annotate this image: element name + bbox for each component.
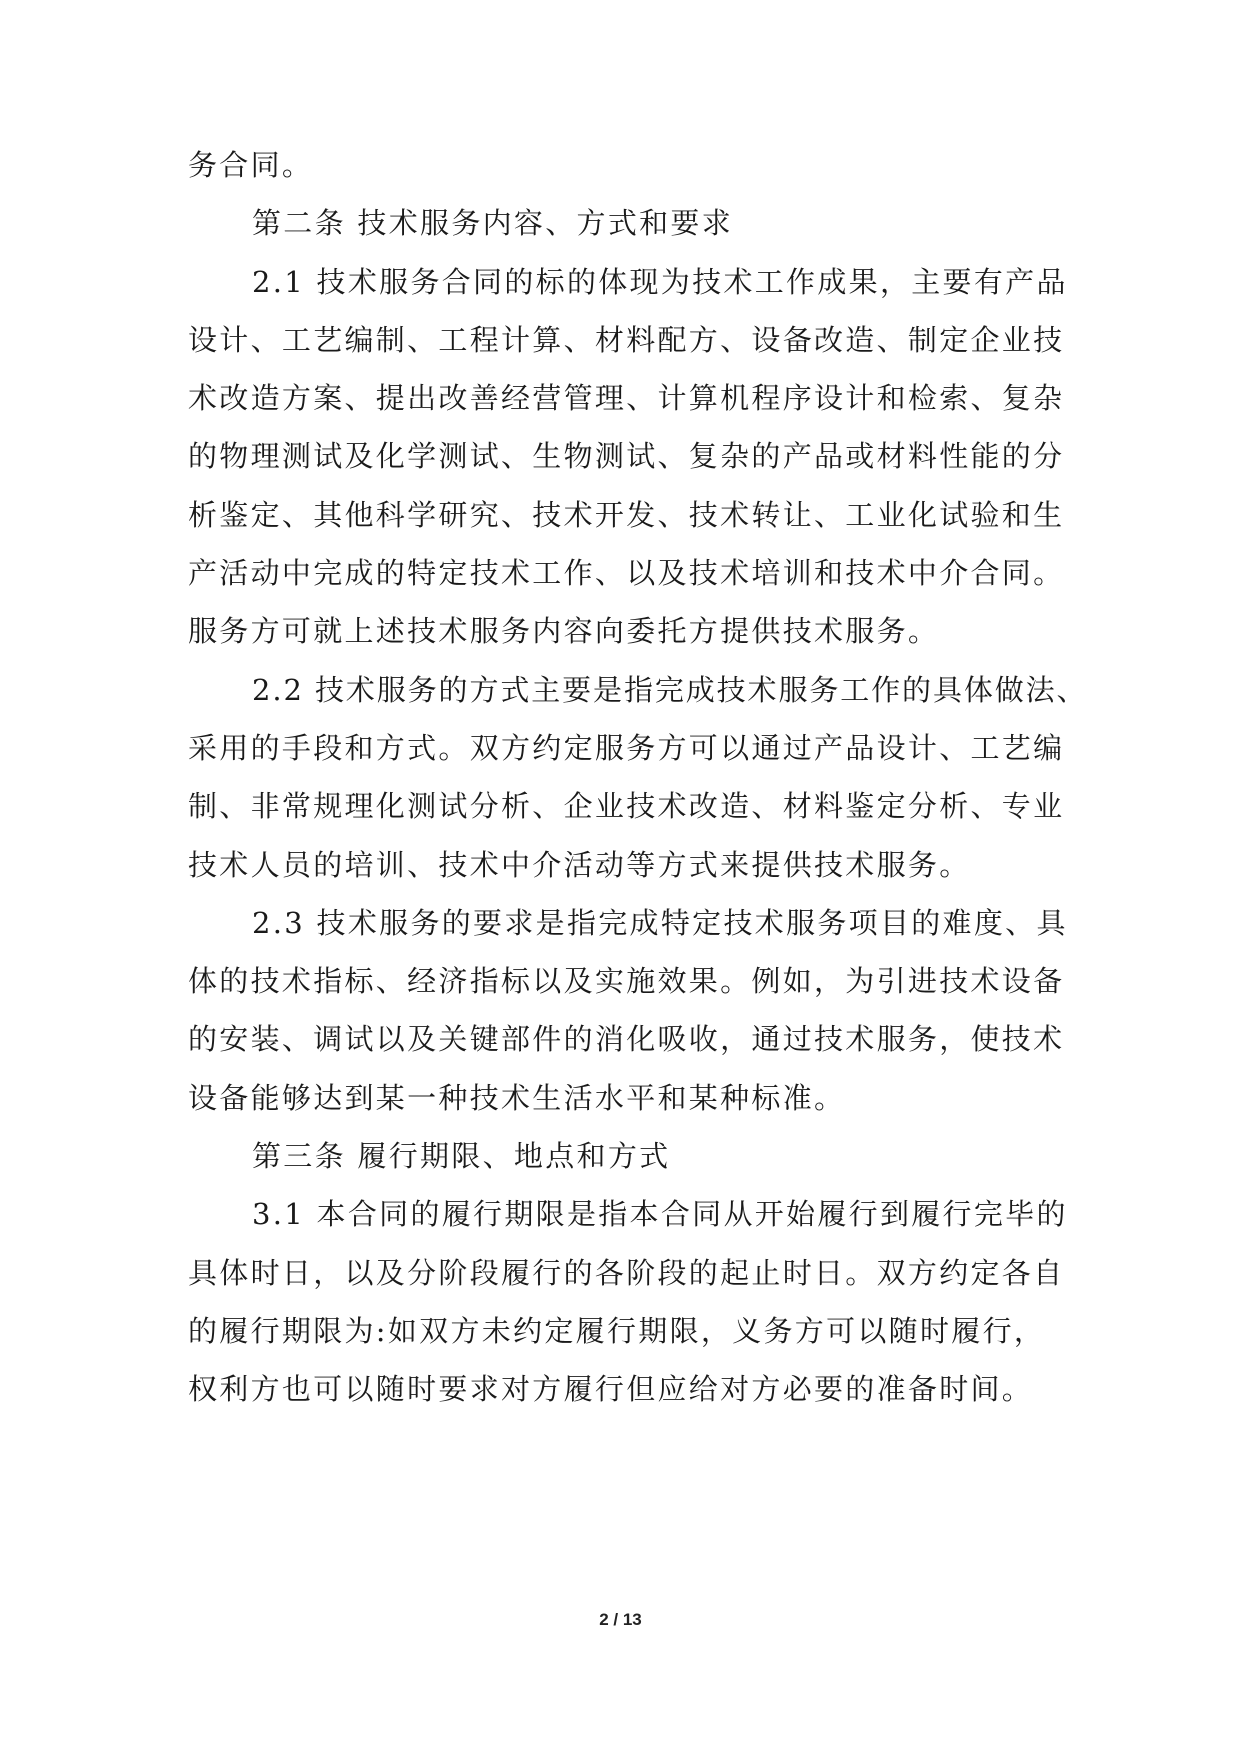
paragraph-line: 设备能够达到某一种技术生活水平和某种标准。 bbox=[188, 1081, 846, 1115]
paragraph-line: 的履行期限为:如双方未约定履行期限，义务方可以随时履行， bbox=[188, 1314, 1046, 1348]
paragraph-line: 具体时日，以及分阶段履行的各阶段的起止时日。双方约定各自 bbox=[188, 1256, 1065, 1290]
paragraph-line: 3.1 本合同的履行期限是指本合同从开始履行到履行完毕的 bbox=[252, 1197, 1068, 1231]
paragraph-line: 采用的手段和方式。双方约定服务方可以通过产品设计、工艺编 bbox=[188, 731, 1065, 765]
paragraph-line: 服务方可就上述技术服务内容向委托方提供技术服务。 bbox=[188, 614, 940, 648]
paragraph-line: 技术人员的培训、技术中介活动等方式来提供技术服务。 bbox=[188, 848, 971, 882]
paragraph-line: 2.1 技术服务合同的标的体现为技术工作成果，主要有产品 bbox=[252, 265, 1068, 299]
paragraph-line: 术改造方案、提出改善经营管理、计算机程序设计和检索、复杂 bbox=[188, 381, 1065, 415]
text-line: 务合同。 bbox=[188, 148, 314, 182]
paragraph-line: 设计、工艺编制、工程计算、材料配方、设备改造、制定企业技 bbox=[188, 323, 1065, 357]
paragraph-line: 析鉴定、其他科学研究、技术开发、技术转让、工业化试验和生 bbox=[188, 498, 1065, 532]
section-heading: 第二条 技术服务内容、方式和要求 bbox=[252, 206, 734, 240]
paragraph-line: 2.3 技术服务的要求是指完成特定技术服务项目的难度、具 bbox=[252, 906, 1068, 940]
paragraph-line: 产活动中完成的特定技术工作、以及技术培训和技术中介合同。 bbox=[188, 556, 1065, 590]
paragraph-line: 的安装、调试以及关键部件的消化吸收，通过技术服务，使技术 bbox=[188, 1022, 1065, 1056]
paragraph-line: 2.2 技术服务的方式主要是指完成技术服务工作的具体做法、 bbox=[252, 673, 1088, 707]
paragraph-line: 的物理测试及化学测试、生物测试、复杂的产品或材料性能的分 bbox=[188, 439, 1065, 473]
paragraph-line: 权利方也可以随时要求对方履行但应给对方必要的准备时间。 bbox=[188, 1372, 1034, 1406]
page-number: 2 / 13 bbox=[599, 1610, 642, 1629]
paragraph-line: 体的技术指标、经济指标以及实施效果。例如，为引进技术设备 bbox=[188, 964, 1065, 998]
section-heading: 第三条 履行期限、地点和方式 bbox=[252, 1139, 671, 1173]
paragraph-line: 制、非常规理化测试分析、企业技术改造、材料鉴定分析、专业 bbox=[188, 789, 1065, 823]
